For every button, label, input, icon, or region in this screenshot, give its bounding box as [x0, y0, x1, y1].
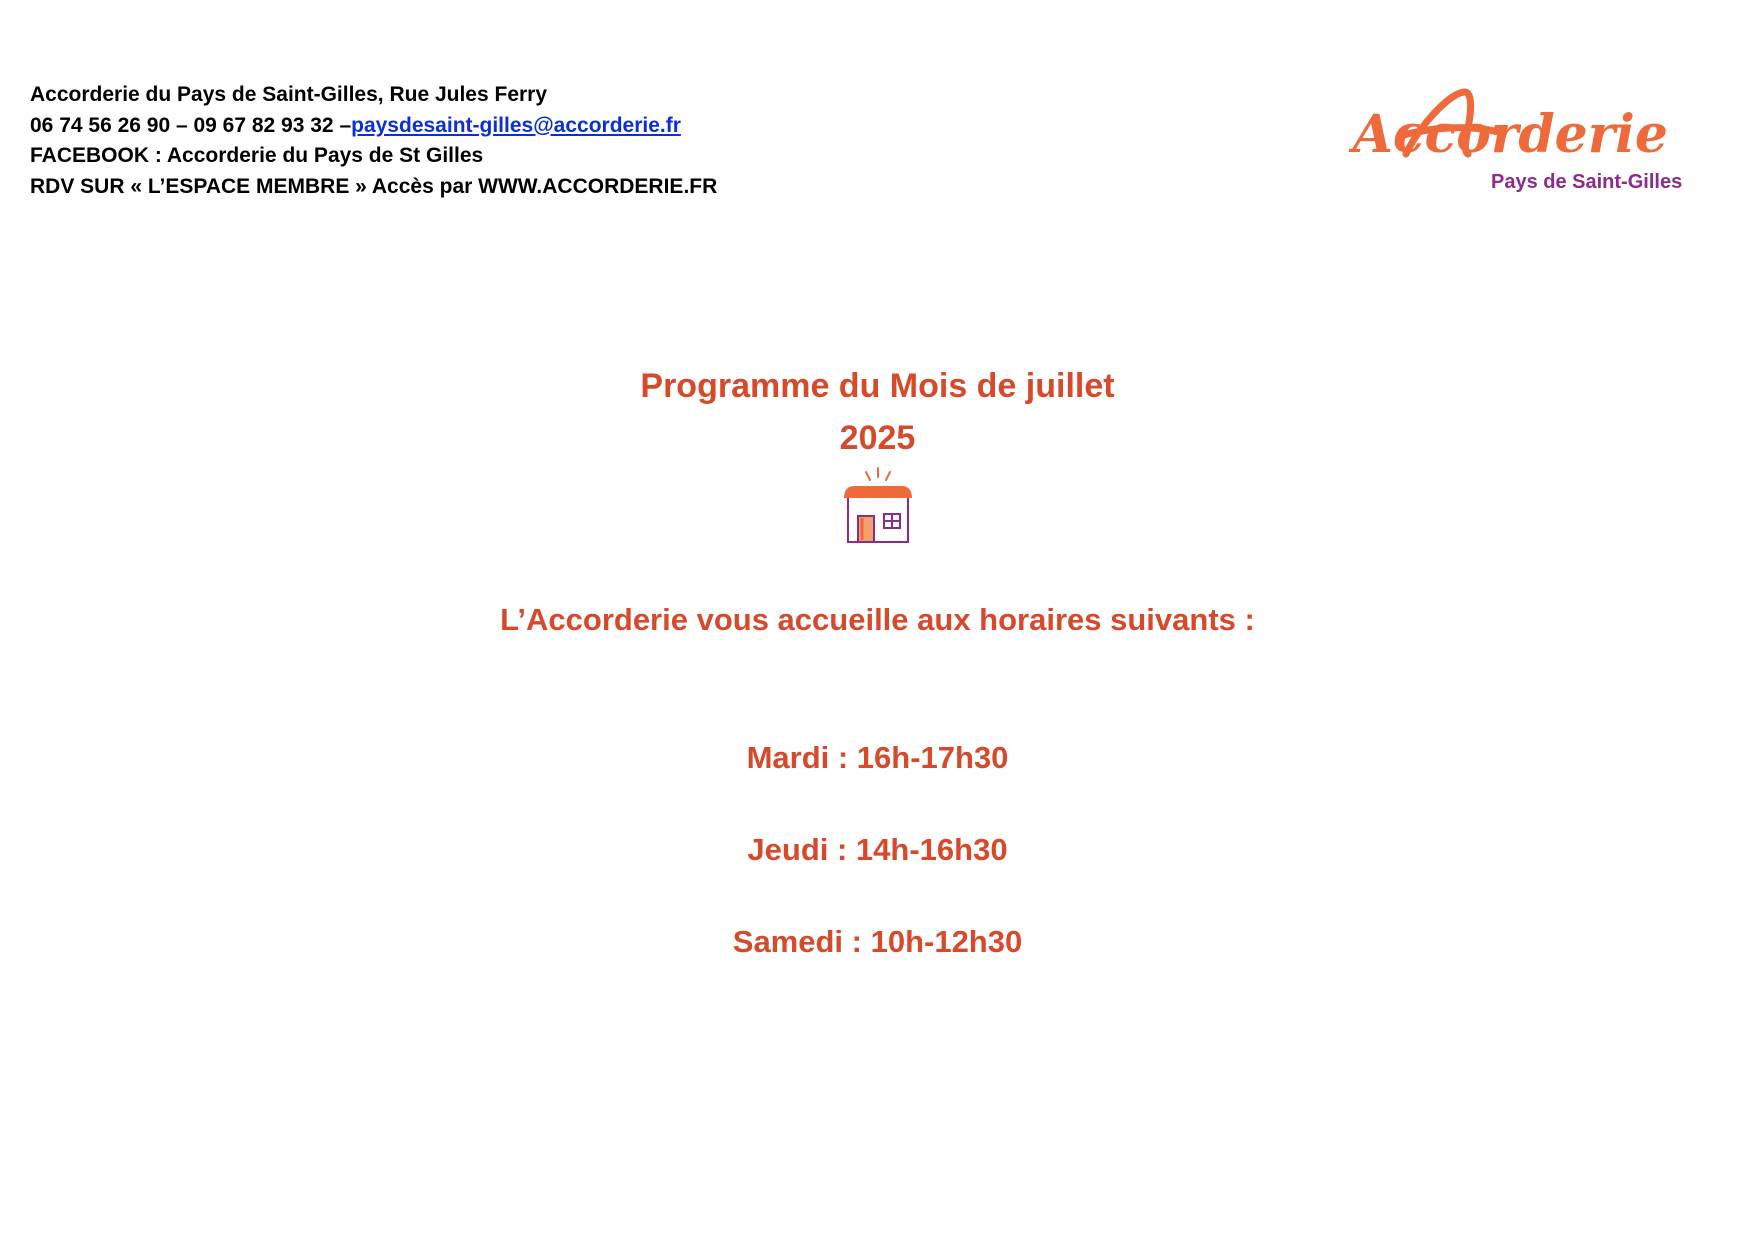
email-link[interactable]: paysdesaint-gilles@accorderie.fr	[351, 113, 681, 137]
contact-header	[30, 80, 930, 202]
phone-line	[30, 111, 930, 142]
accorderie-logo	[1352, 88, 1688, 198]
hours-tuesday: Mardi : 16h-17h30	[746, 740, 1009, 775]
facebook-line: FACEBOOK : Accorderie du Pays de St Gilles	[30, 144, 484, 167]
hours-saturday: Samedi : 10h-12h30	[732, 924, 1023, 959]
house-icon	[838, 462, 918, 546]
phone-numbers: 06 74 56 26 90 – 09 67 82 93 32 –	[30, 113, 352, 137]
accorderie-wordmark-logo	[1352, 88, 1688, 166]
logo-subtitle: Pays de Saint-Gilles	[1491, 171, 1683, 193]
page-title	[0, 360, 1755, 464]
rdv-line: RDV SUR « L’ESPACE MEMBRE » Accès par WWW.ACCORDERIE.FR	[30, 174, 718, 198]
intro-text: L’Accorderie vous accueille aux horaires suivants :	[500, 602, 1255, 637]
hours-thursday: Jeudi : 14h-16h30	[747, 832, 1008, 867]
logo-wordmark-text: Accorderie	[1352, 104, 1668, 165]
opening-hours	[0, 738, 1755, 1014]
title-line-1: Programme du Mois de juillet	[640, 367, 1115, 405]
address-line: Accorderie du Pays de Saint-Gilles, Rue Jules Ferry	[30, 83, 548, 106]
title-line-2: 2025	[839, 419, 916, 457]
